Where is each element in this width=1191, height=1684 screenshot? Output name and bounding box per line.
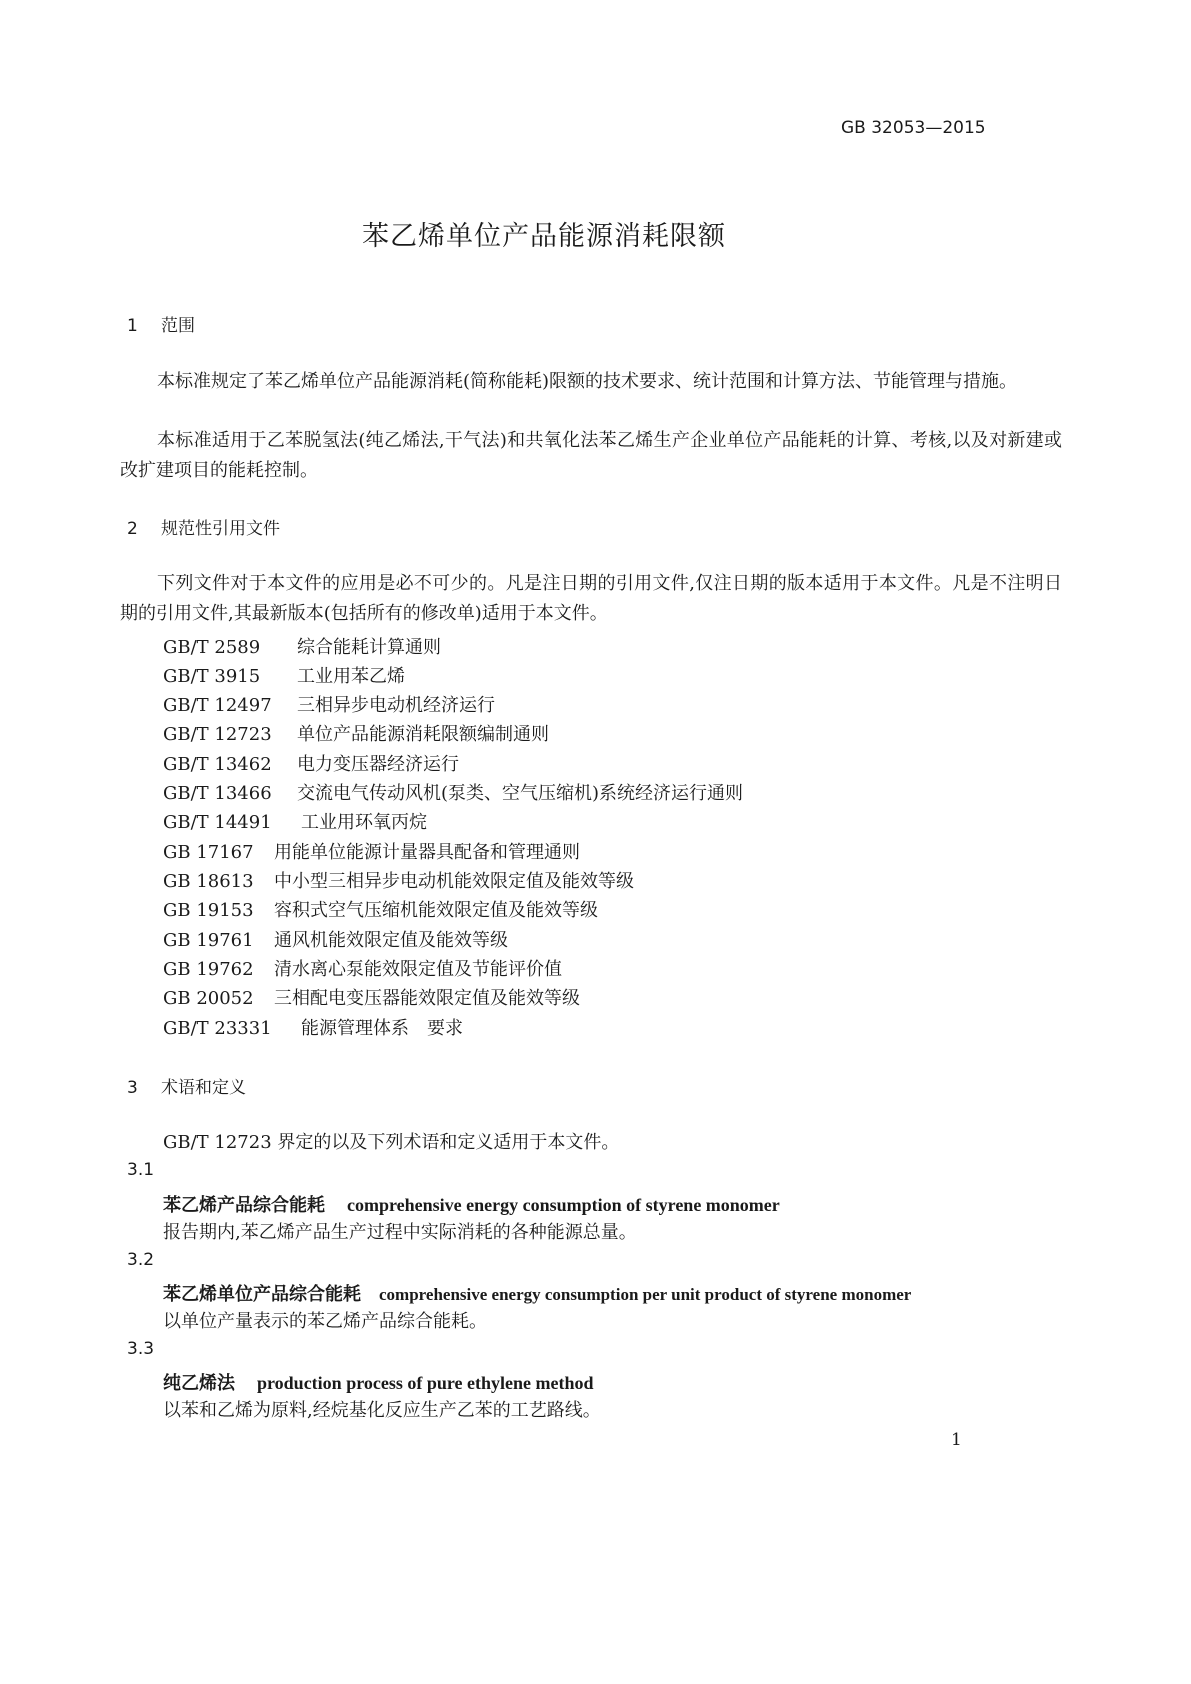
section-number: 1: [127, 316, 138, 336]
standard-number: GB 32053—2015: [841, 118, 986, 138]
reference-title: 综合能耗计算通则: [297, 637, 441, 658]
section-number: 3: [127, 1078, 138, 1098]
reference-item: [163, 955, 562, 981]
reference-code: GB/T 23331: [163, 1018, 272, 1039]
reference-item: [163, 633, 441, 659]
reference-code: GB 20052: [163, 988, 254, 1009]
reference-title: 能源管理体系 要求: [301, 1018, 463, 1039]
section-3-intro: GB/T 12723 界定的以及下列术语和定义适用于本文件。: [163, 1132, 620, 1153]
reference-code: GB/T 2589: [163, 637, 261, 658]
reference-item: [163, 984, 580, 1010]
section-title: 规范性引用文件: [161, 519, 280, 539]
section-title: 术语和定义: [161, 1078, 246, 1098]
term-heading: [163, 1369, 594, 1395]
reference-title: 工业用环氧丙烷: [301, 812, 427, 833]
term-definition: 报告期内,苯乙烯产品生产过程中实际消耗的各种能源总量。: [163, 1222, 637, 1243]
reference-item: [163, 808, 427, 834]
section-2-intro: 下列文件对于本文件的应用是必不可少的。凡是注日期的引用文件,仅注日期的版本适用于本文件。凡是不注明日期的引用文件,其最新版本(包括所有的修改单)适用于本文件。: [120, 573, 1062, 624]
reference-title: 工业用苯乙烯: [297, 666, 405, 687]
reference-item: [163, 779, 743, 805]
reference-code: GB 17167: [163, 842, 254, 863]
page-number: 1: [951, 1430, 962, 1450]
section-1-heading: [127, 311, 195, 336]
reference-item: [163, 926, 508, 952]
reference-title: 三相异步电动机经济运行: [297, 695, 495, 716]
term-number: 3.2: [127, 1250, 155, 1270]
reference-title: 通风机能效限定值及能效等级: [274, 930, 508, 951]
reference-title: 清水离心泵能效限定值及节能评价值: [274, 959, 562, 980]
page-title: 苯乙烯单位产品能源消耗限额: [362, 221, 726, 252]
section-1-paragraph-2: 本标准适用于乙苯脱氢法(纯乙烯法,干气法)和共氧化法苯乙烯生产企业单位产品能耗的计算、考核,以及对新建或改扩建项目的能耗控制。: [120, 430, 1062, 481]
reference-item: [163, 691, 495, 717]
reference-code: GB/T 13466: [163, 783, 272, 804]
section-3-heading: [127, 1073, 246, 1098]
term-en: comprehensive energy consumption per unit product of styrene monomer: [379, 1285, 912, 1304]
reference-item: [163, 662, 405, 688]
section-2-heading: [127, 514, 280, 539]
section-1-paragraph-1: 本标准规定了苯乙烯单位产品能源消耗(简称能耗)限额的技术要求、统计范围和计算方法、节能管理与措施。: [157, 371, 1018, 392]
term-heading: [163, 1280, 911, 1306]
reference-item: [163, 896, 598, 922]
reference-title: 电力变压器经济运行: [297, 754, 459, 775]
reference-item: [163, 1014, 463, 1040]
term-definition: 以苯和乙烯为原料,经烷基化反应生产乙苯的工艺路线。: [163, 1400, 601, 1421]
reference-code: GB 19761: [163, 930, 254, 951]
term-en: production process of pure ethylene method: [257, 1373, 594, 1393]
reference-code: GB/T 14491: [163, 812, 272, 833]
reference-code: GB/T 12723: [163, 724, 272, 745]
reference-title: 交流电气传动风机(泵类、空气压缩机)系统经济运行通则: [297, 783, 744, 804]
term-zh: 纯乙烯法: [163, 1373, 235, 1394]
reference-code: GB/T 12497: [163, 695, 272, 716]
reference-item: [163, 750, 459, 776]
reference-title: 用能单位能源计量器具配备和管理通则: [274, 842, 580, 863]
reference-title: 三相配电变压器能效限定值及能效等级: [274, 988, 580, 1009]
section-title: 范围: [161, 316, 195, 336]
reference-item: [163, 720, 549, 746]
term-number: 3.1: [127, 1160, 155, 1180]
term-zh: 苯乙烯单位产品综合能耗: [163, 1284, 361, 1305]
term-en: comprehensive energy consumption of styrene monomer: [347, 1195, 780, 1215]
reference-item: [163, 867, 634, 893]
reference-title: 中小型三相异步电动机能效限定值及能效等级: [274, 871, 634, 892]
section-number: 2: [127, 519, 138, 539]
reference-code: GB 19762: [163, 959, 254, 980]
reference-code: GB/T 13462: [163, 754, 272, 775]
term-heading: [163, 1191, 780, 1217]
reference-title: 单位产品能源消耗限额编制通则: [297, 724, 549, 745]
reference-item: [163, 838, 580, 864]
term-definition: 以单位产量表示的苯乙烯产品综合能耗。: [163, 1311, 487, 1332]
term-zh: 苯乙烯产品综合能耗: [163, 1195, 325, 1216]
term-number: 3.3: [127, 1339, 155, 1359]
reference-title: 容积式空气压缩机能效限定值及能效等级: [274, 900, 598, 921]
reference-code: GB 19153: [163, 900, 254, 921]
reference-code: GB/T 3915: [163, 666, 261, 687]
reference-code: GB 18613: [163, 871, 254, 892]
